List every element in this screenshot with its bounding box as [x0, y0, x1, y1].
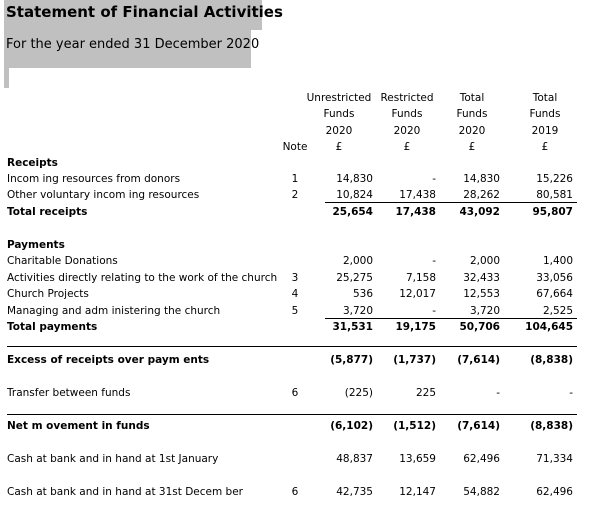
total-payments-unrestricted: 31,531	[332, 321, 373, 333]
cell-total2019: 80,581	[536, 189, 573, 201]
side-strip	[4, 68, 9, 88]
cell-total2019: 33,056	[536, 272, 573, 284]
net-label: Net m ovement in funds	[7, 420, 150, 432]
row-note: 2	[291, 189, 299, 201]
header-total2020-4: £	[468, 141, 476, 153]
total-payments-label: Total payments	[7, 321, 98, 333]
row-label: Activities directly relating to the work of the church	[7, 272, 278, 284]
row-label: Charitable Donations	[7, 255, 118, 267]
total-payments-total2019: 104,645	[525, 321, 573, 333]
excess-total2019: (8,838)	[530, 354, 573, 366]
cell-total2019: 15,226	[536, 173, 573, 185]
net-restricted: (1,512)	[393, 420, 436, 432]
subtotal-rule	[325, 202, 577, 203]
header-total2019-4: £	[541, 141, 549, 153]
header-total2019-3: 2019	[531, 125, 559, 137]
row-label: Church Projects	[7, 288, 89, 300]
transfer-restricted: 225	[415, 387, 436, 399]
row-note: 1	[291, 173, 299, 185]
transfer-total2020: -	[496, 387, 500, 399]
excess-label: Excess of receipts over paym ents	[7, 354, 210, 366]
header-restricted-3: 2020	[393, 125, 421, 137]
cell-unrestricted: 25,275	[336, 272, 373, 284]
header-restricted-4: £	[403, 141, 411, 153]
cell-total2020: 12,553	[463, 288, 500, 300]
cell-restricted: 7,158	[405, 272, 436, 284]
cash-end-total2020: 54,882	[463, 486, 500, 498]
cell-restricted: -	[432, 305, 436, 317]
row-label: Managing and adm inistering the church	[7, 305, 221, 317]
cash-start-total2019: 71,334	[536, 453, 573, 465]
cell-unrestricted: 3,720	[342, 305, 373, 317]
cash-end-label: Cash at bank and in hand at 31st Decem ber	[7, 486, 243, 498]
transfer-label: Transfer between funds	[7, 387, 131, 399]
cell-restricted: 17,438	[399, 189, 436, 201]
row-label: Incom ing resources from donors	[7, 173, 181, 185]
cell-unrestricted: 2,000	[342, 255, 373, 267]
header-restricted-1: Restricted	[380, 92, 434, 104]
cash-start-restricted: 13,659	[399, 453, 436, 465]
cash-end-restricted: 12,147	[399, 486, 436, 498]
section-rule	[7, 346, 577, 347]
document-title: Statement of Financial Activities	[6, 3, 283, 21]
net-total2020: (7,614)	[457, 420, 500, 432]
header-restricted-2: Funds	[391, 108, 423, 120]
receipts-heading: Receipts	[7, 157, 58, 169]
total-receipts-total2019: 95,807	[532, 206, 573, 218]
header-total2020-1: Total	[459, 92, 485, 104]
cell-total2020: 3,720	[469, 305, 500, 317]
cash-end-unrestricted: 42,735	[336, 486, 373, 498]
excess-restricted: (1,737)	[393, 354, 436, 366]
total-receipts-unrestricted: 25,654	[332, 206, 373, 218]
transfer-unrestricted: (225)	[344, 387, 373, 399]
cash-end-note: 6	[291, 486, 299, 498]
excess-unrestricted: (5,877)	[330, 354, 373, 366]
section-rule	[7, 414, 577, 415]
cell-unrestricted: 536	[352, 288, 373, 300]
header-unrestricted-1: Unrestricted	[306, 92, 372, 104]
net-total2019: (8,838)	[530, 420, 573, 432]
header-total2019-1: Total	[532, 92, 558, 104]
row-note: 5	[291, 305, 299, 317]
row-note: 4	[291, 288, 299, 300]
cell-total2019: 67,664	[536, 288, 573, 300]
transfer-total2019: -	[569, 387, 573, 399]
net-unrestricted: (6,102)	[330, 420, 373, 432]
transfer-note: 6	[291, 387, 299, 399]
subtotal-rule	[325, 318, 577, 319]
cell-restricted: 12,017	[399, 288, 436, 300]
document-subtitle: For the year ended 31 December 2020	[6, 37, 260, 52]
total-payments-total2020: 50,706	[459, 321, 500, 333]
excess-total2020: (7,614)	[457, 354, 500, 366]
cash-start-label: Cash at bank and in hand at 1st January	[7, 453, 219, 465]
total-receipts-restricted: 17,438	[395, 206, 436, 218]
cell-restricted: -	[432, 173, 436, 185]
header-total2020-2: Funds	[456, 108, 488, 120]
header-unrestricted-3: 2020	[325, 125, 353, 137]
header-unrestricted-4: £	[335, 141, 343, 153]
row-note: 3	[291, 272, 299, 284]
cell-total2020: 28,262	[463, 189, 500, 201]
header-total2019-2: Funds	[529, 108, 561, 120]
cash-end-total2019: 62,496	[536, 486, 573, 498]
cell-total2020: 2,000	[469, 255, 500, 267]
total-receipts-total2020: 43,092	[459, 206, 500, 218]
cell-unrestricted: 14,830	[336, 173, 373, 185]
cash-start-unrestricted: 48,837	[336, 453, 373, 465]
row-label: Other voluntary incom ing resources	[7, 189, 200, 201]
cell-restricted: -	[432, 255, 436, 267]
cell-total2020: 14,830	[463, 173, 500, 185]
cell-total2019: 2,525	[542, 305, 573, 317]
payments-heading: Payments	[7, 239, 65, 251]
cell-unrestricted: 10,824	[336, 189, 373, 201]
header-unrestricted-2: Funds	[323, 108, 355, 120]
header-total2020-3: 2020	[458, 125, 486, 137]
total-payments-restricted: 19,175	[395, 321, 436, 333]
header-note: Note	[282, 141, 308, 153]
cell-total2020: 32,433	[463, 272, 500, 284]
total-receipts-label: Total receipts	[7, 206, 88, 218]
cell-total2019: 1,400	[542, 255, 573, 267]
cash-start-total2020: 62,496	[463, 453, 500, 465]
